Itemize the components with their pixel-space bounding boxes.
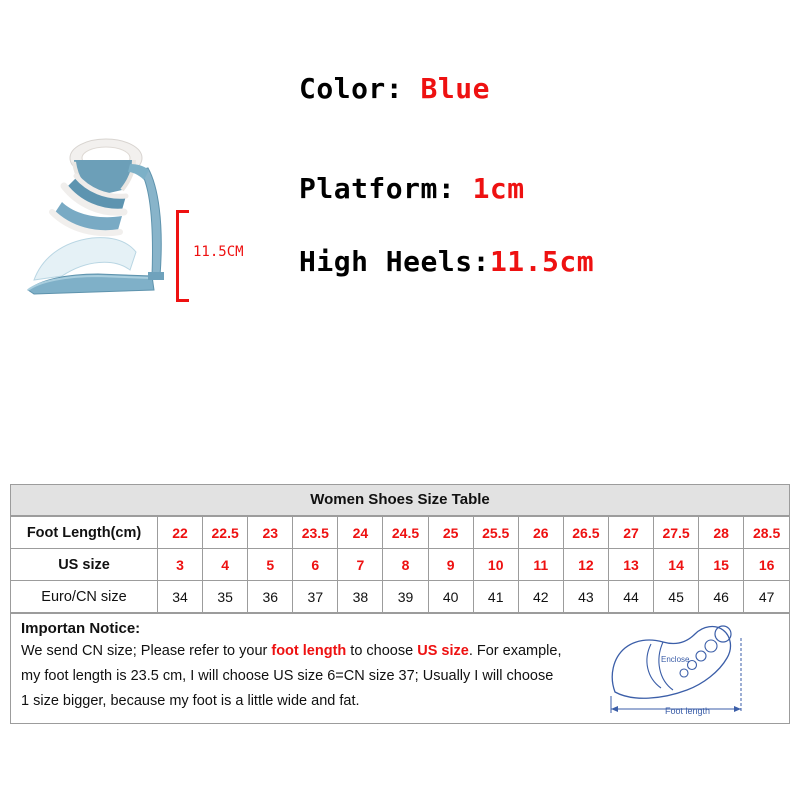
- cell-euro-9: 43: [563, 581, 608, 613]
- row-header-euro-cn-size: Euro/CN size: [11, 581, 158, 613]
- cell-euro-1: 35: [203, 581, 248, 613]
- cell-foot-6: 25: [428, 517, 473, 549]
- cell-us-11: 14: [654, 549, 699, 581]
- row-header-foot-length: Foot Length(cm): [11, 517, 158, 549]
- spec-high-heels: [299, 245, 594, 278]
- cell-us-7: 10: [473, 549, 518, 581]
- diagram-label-enclose: Enclose: [661, 655, 690, 664]
- cell-us-1: 4: [203, 549, 248, 581]
- notice-line3: 1 size bigger, because my foot is a little wide and fat.: [21, 693, 360, 709]
- spec-platform-label: Platform:: [299, 172, 473, 205]
- cell-us-5: 8: [383, 549, 428, 581]
- table-row-euro-cn-size: [11, 581, 789, 613]
- cell-us-3: 6: [293, 549, 338, 581]
- cell-us-12: 15: [699, 549, 744, 581]
- spec-high-heels-value: 11.5cm: [489, 245, 595, 278]
- cell-euro-5: 39: [383, 581, 428, 613]
- cell-foot-9: 26.5: [563, 517, 608, 549]
- cell-foot-0: 22: [158, 517, 203, 549]
- table-row-us-size: [11, 549, 789, 581]
- spec-platform-value: 1cm: [472, 172, 525, 205]
- cell-us-9: 12: [563, 549, 608, 581]
- notice-line1-c: . For example,: [468, 643, 562, 659]
- cell-euro-4: 38: [338, 581, 383, 613]
- spec-color-label: Color:: [299, 72, 421, 105]
- cell-euro-13: 47: [744, 581, 789, 613]
- important-notice: [11, 613, 789, 723]
- measure-tick-bottom: [176, 299, 189, 302]
- cell-euro-10: 44: [608, 581, 653, 613]
- row-header-us-size: US size: [11, 549, 158, 581]
- cell-us-4: 7: [338, 549, 383, 581]
- measure-tick-top: [176, 210, 189, 213]
- cell-foot-12: 28: [699, 517, 744, 549]
- cell-us-6: 9: [428, 549, 473, 581]
- notice-highlight-us-size: US size: [417, 643, 469, 659]
- measure-bar: [176, 210, 179, 302]
- notice-title: Importan Notice:: [21, 620, 141, 637]
- cell-euro-3: 37: [293, 581, 338, 613]
- cell-foot-1: 22.5: [203, 517, 248, 549]
- cell-foot-13: 28.5: [744, 517, 789, 549]
- cell-foot-2: 23: [248, 517, 293, 549]
- size-table: [11, 516, 789, 613]
- size-table-title: Women Shoes Size Table: [11, 485, 789, 516]
- measure-label: 11.5CM: [193, 244, 244, 260]
- cell-foot-5: 24.5: [383, 517, 428, 549]
- cell-euro-2: 36: [248, 581, 293, 613]
- cell-foot-11: 27.5: [654, 517, 699, 549]
- cell-us-10: 13: [608, 549, 653, 581]
- notice-line2: my foot length is 23.5 cm, I will choose US size 6=CN size 37; Usually I will choose: [21, 668, 554, 684]
- cell-euro-8: 42: [518, 581, 563, 613]
- spec-color-value: Blue: [420, 72, 490, 105]
- cell-euro-12: 46: [699, 581, 744, 613]
- spec-platform: [299, 172, 525, 205]
- notice-body: [21, 639, 621, 714]
- foot-measure-diagram: [591, 614, 781, 719]
- cell-us-13: 16: [744, 549, 789, 581]
- heel-height-measurement: [176, 210, 256, 302]
- size-table-container: [10, 484, 790, 724]
- cell-euro-11: 45: [654, 581, 699, 613]
- cell-euro-6: 40: [428, 581, 473, 613]
- cell-us-2: 5: [248, 549, 293, 581]
- spec-high-heels-label: High Heels:: [299, 245, 490, 278]
- table-row-foot-length: [11, 517, 789, 549]
- notice-line1-a: We send CN size; Please refer to your: [21, 643, 272, 659]
- cell-foot-3: 23.5: [293, 517, 338, 549]
- notice-line1-b: to choose: [346, 643, 418, 659]
- cell-foot-7: 25.5: [473, 517, 518, 549]
- cell-euro-7: 41: [473, 581, 518, 613]
- cell-us-8: 11: [518, 549, 563, 581]
- cell-foot-10: 27: [608, 517, 653, 549]
- cell-foot-8: 26: [518, 517, 563, 549]
- notice-highlight-foot-length: foot length: [271, 643, 347, 659]
- cell-euro-0: 34: [158, 581, 203, 613]
- spec-color: [299, 72, 490, 105]
- diagram-label-foot-length: Foot length: [665, 706, 711, 716]
- cell-foot-4: 24: [338, 517, 383, 549]
- cell-us-0: 3: [158, 549, 203, 581]
